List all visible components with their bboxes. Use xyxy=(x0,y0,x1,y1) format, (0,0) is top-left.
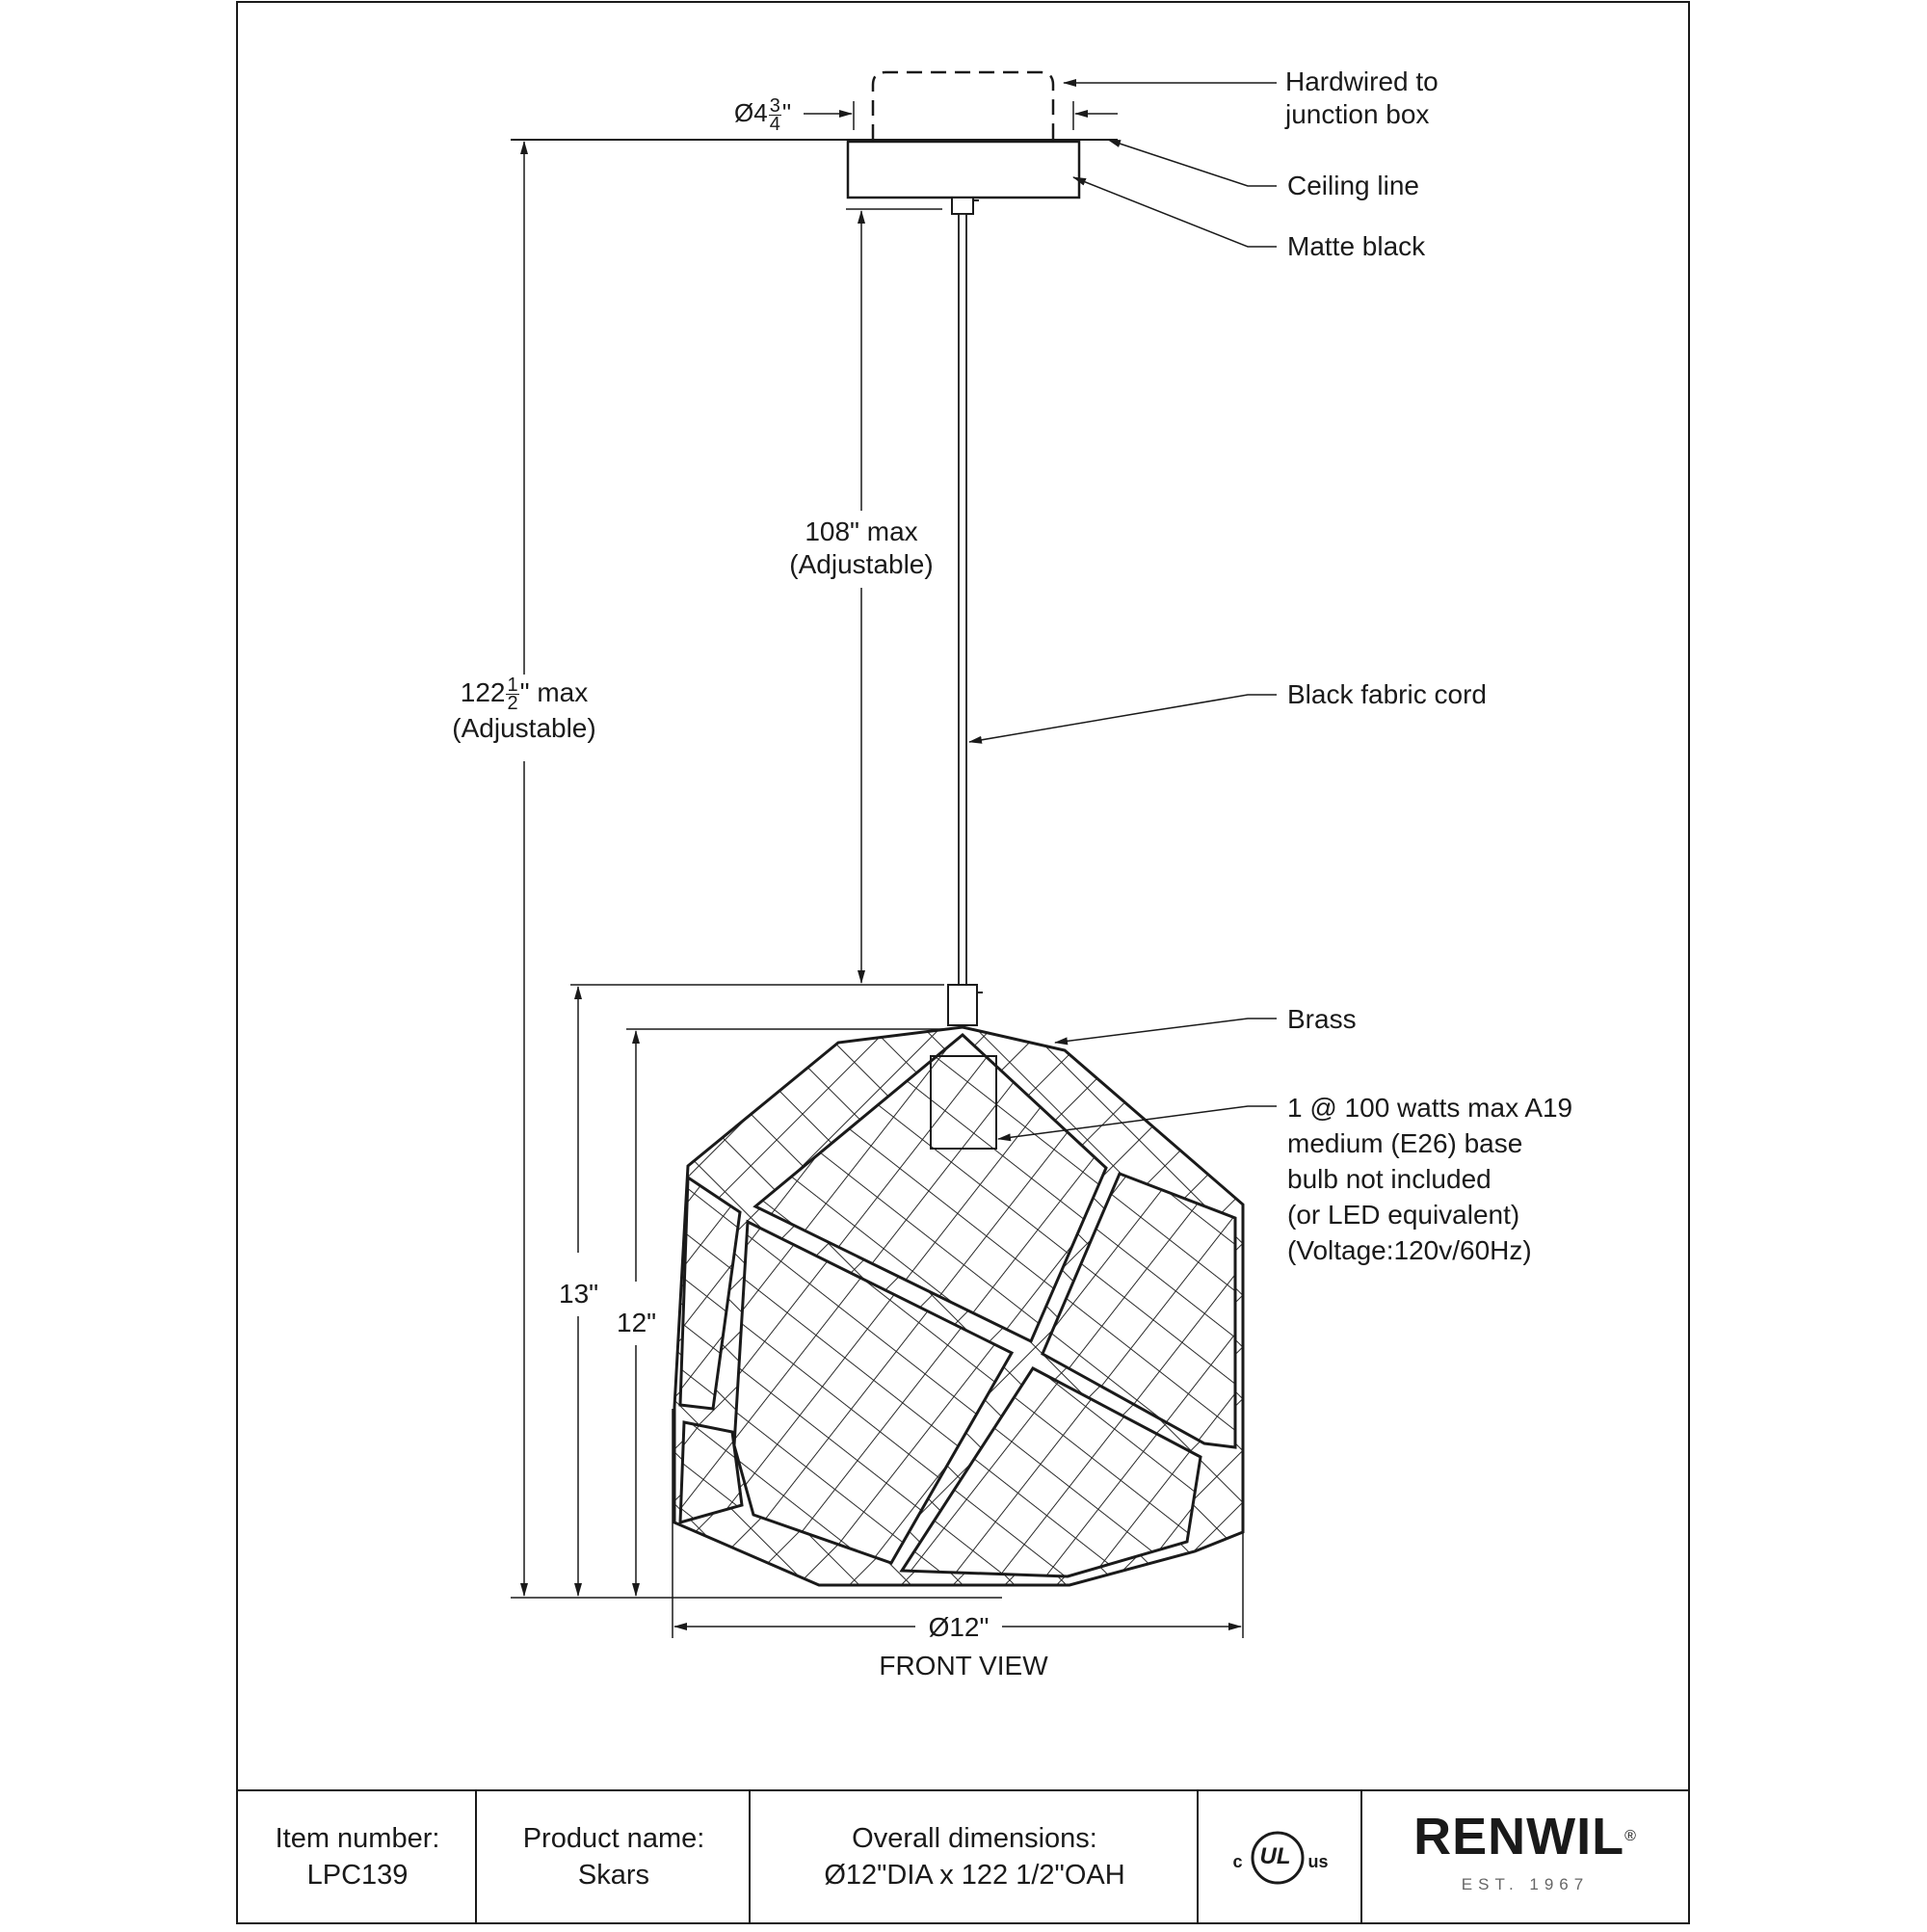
junction-box-outline xyxy=(873,72,1053,140)
dim-canopy-diameter: Ø4 $\frac{3}{4}$ " xyxy=(734,94,792,135)
dim-cord-label: 108" max (Adjustable) xyxy=(789,516,934,579)
brand-logo: RENWIL® xyxy=(1413,1808,1637,1866)
view-label: FRONT VIEW xyxy=(879,1651,1048,1681)
title-product-name: Product name: Skars xyxy=(522,1823,705,1891)
dim-height-with-cap: 13" xyxy=(559,1279,599,1309)
canopy xyxy=(848,142,1079,198)
cert-us: us xyxy=(1307,1852,1329,1871)
title-brand xyxy=(1363,1790,1687,1923)
leader-matte-black xyxy=(1073,177,1277,247)
callout-ceiling-line: Ceiling line xyxy=(1287,171,1419,200)
cert-c: c xyxy=(1232,1852,1243,1871)
brand-est: EST. 1967 xyxy=(1461,1875,1590,1893)
geometric-shade xyxy=(674,1027,1243,1585)
cert-ul: UL xyxy=(1259,1843,1291,1869)
callout-hardwired: Hardwired to junction box xyxy=(1285,66,1439,129)
dim-overall-label: 122 $\frac{1}{2}$ " max (Adjustable) xyxy=(452,675,596,744)
callout-bulb: 1 @ 100 watts max A19 medium (E26) base bulb not included (or LED equivalent) (Voltage:120v/60Hz) xyxy=(1287,1093,1573,1265)
leader-ceiling xyxy=(1108,140,1277,186)
callout-brass: Brass xyxy=(1287,1004,1357,1034)
callout-cord: Black fabric cord xyxy=(1287,679,1487,709)
brass-cap xyxy=(948,985,977,1025)
title-item-number: Item number: LPC139 xyxy=(275,1823,440,1891)
leader-cord xyxy=(969,695,1277,742)
fabric-cord xyxy=(959,214,966,985)
title-certification xyxy=(1200,1790,1361,1923)
callout-matte-black: Matte black xyxy=(1287,231,1426,261)
cord-grip-top xyxy=(952,198,973,214)
leader-brass xyxy=(1055,1019,1277,1043)
dim-shade-height: 12" xyxy=(617,1308,657,1337)
title-overall-dimensions: Overall dimensions: Ø12"DIA x 122 1/2"OAH xyxy=(824,1823,1125,1891)
dim-shade-diameter: Ø12" xyxy=(928,1612,990,1642)
